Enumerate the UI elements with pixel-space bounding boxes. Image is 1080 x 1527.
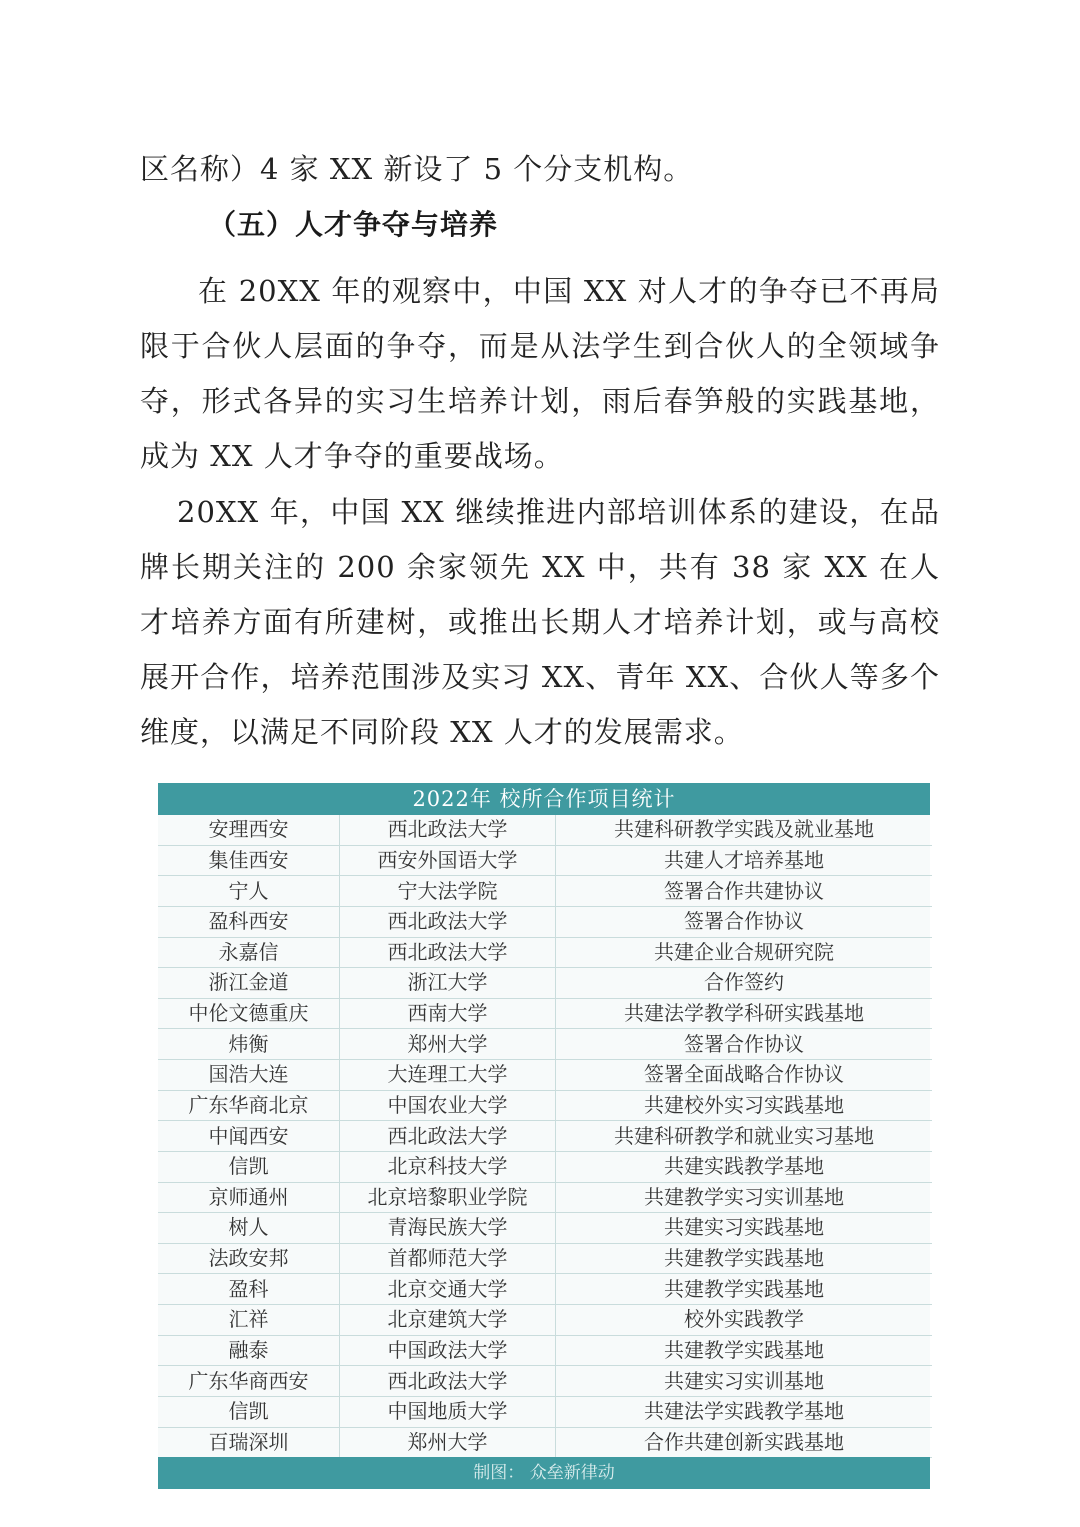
table-row [158,1060,932,1091]
university-cell: 北京培黎职业学院 [340,1182,556,1213]
table-row [158,1151,932,1182]
university-cell: 浙江大学 [340,968,556,999]
university-cell: 北京建筑大学 [340,1305,556,1336]
cooperation-table-figure [158,783,930,1489]
project-cell: 共建教学实践基地 [556,1274,933,1305]
university-cell: 中国地质大学 [340,1396,556,1427]
firm-cell: 百瑞深圳 [158,1427,340,1458]
project-cell: 共建校外实习实践基地 [556,1090,933,1121]
table-row [158,876,932,907]
table-row [158,1182,932,1213]
project-cell: 共建法学实践教学基地 [556,1396,933,1427]
project-cell: 共建企业合规研究院 [556,937,933,968]
project-cell: 合作签约 [556,968,933,999]
project-cell: 共建法学教学科研实践基地 [556,998,933,1029]
paragraph-talent-competition: 在 20XX 年的观察中，中国 XX 对人才的争夺已不再局限于合伙人层面的争夺，而是从法学生到合伙人的全领域争夺，形式各异的实习生培养计划，雨后春笋般的实践基地，成为 XX 人才争夺的重要战场。 [140,274,940,473]
firm-cell: 广东华商西安 [158,1366,340,1397]
project-cell: 签署全面战略合作协议 [556,1060,933,1091]
project-cell: 共建实习实训基地 [556,1366,933,1397]
table-row [158,1243,932,1274]
firm-cell: 树人 [158,1213,340,1244]
project-cell: 签署合作协议 [556,906,933,937]
cooperation-table [158,815,932,1458]
firm-cell: 京师通州 [158,1182,340,1213]
table-row [158,1335,932,1366]
university-cell: 西北政法大学 [340,937,556,968]
university-cell: 中国政法大学 [340,1335,556,1366]
paragraph-training-system: 20XX 年，中国 XX 继续推进内部培训体系的建设，在品牌长期关注的 200 余家领先 XX 中，共有 38 家 XX 在人才培养方面有所建树，或推出长期人才培养计划，或与高校展开合作，培养范围涉及实习 XX、青年 XX、合伙人等多个维度，以满足不同阶段 XX 人才的发展需求。 [140,495,940,749]
firm-cell: 浙江金道 [158,968,340,999]
university-cell: 西北政法大学 [340,1121,556,1152]
project-cell: 共建实习实践基地 [556,1213,933,1244]
university-cell: 西安外国语大学 [340,845,556,876]
project-cell: 共建实践教学基地 [556,1151,933,1182]
university-cell: 北京交通大学 [340,1274,556,1305]
firm-cell: 永嘉信 [158,937,340,968]
table-title: 2022年 校所合作项目统计 [158,783,930,815]
project-cell: 共建科研教学和就业实习基地 [556,1121,933,1152]
table-row [158,1396,932,1427]
university-cell: 中国农业大学 [340,1090,556,1121]
project-cell: 校外实践教学 [556,1305,933,1336]
table-row [158,815,932,845]
firm-cell: 盈科西安 [158,906,340,937]
table-footer-credit: 制图： 众垒新律动 [158,1457,930,1489]
firm-cell: 信凯 [158,1396,340,1427]
firm-cell: 国浩大连 [158,1060,340,1091]
table-row [158,845,932,876]
university-cell: 青海民族大学 [340,1213,556,1244]
project-cell: 共建人才培养基地 [556,845,933,876]
table-body [158,815,932,1458]
university-cell: 西北政法大学 [340,1366,556,1397]
university-cell: 郑州大学 [340,1427,556,1458]
firm-cell: 集佳西安 [158,845,340,876]
project-cell: 签署合作协议 [556,1029,933,1060]
table-row [158,998,932,1029]
university-cell: 大连理工大学 [340,1060,556,1091]
section-heading: （五）人才争夺与培养 [208,208,499,241]
firm-cell: 融泰 [158,1335,340,1366]
table-row [158,1366,932,1397]
project-cell: 共建科研教学实践及就业基地 [556,815,933,845]
table-row [158,1305,932,1336]
table-row [158,1427,932,1458]
project-cell: 合作共建创新实践基地 [556,1427,933,1458]
firm-cell: 汇祥 [158,1305,340,1336]
firm-cell: 安理西安 [158,815,340,845]
firm-cell: 广东华商北京 [158,1090,340,1121]
table-row [158,906,932,937]
firm-cell: 炜衡 [158,1029,340,1060]
project-cell: 共建教学实践基地 [556,1335,933,1366]
table-row [158,1274,932,1305]
firm-cell: 盈科 [158,1274,340,1305]
table-row [158,968,932,999]
project-cell: 共建教学实习实训基地 [556,1182,933,1213]
university-cell: 西北政法大学 [340,815,556,845]
firm-cell: 中闻西安 [158,1121,340,1152]
university-cell: 北京科技大学 [340,1151,556,1182]
table-row [158,937,932,968]
university-cell: 西北政法大学 [340,906,556,937]
table-row [158,1090,932,1121]
firm-cell: 宁人 [158,876,340,907]
table-row [158,1121,932,1152]
university-cell: 首都师范大学 [340,1243,556,1274]
table-row [158,1213,932,1244]
firm-cell: 法政安邦 [158,1243,340,1274]
university-cell: 西南大学 [340,998,556,1029]
project-cell: 签署合作共建协议 [556,876,933,907]
paragraph-branch-count: 区名称）4 家 XX 新设了 5 个分支机构。 [140,152,694,186]
project-cell: 共建教学实践基地 [556,1243,933,1274]
university-cell: 宁大法学院 [340,876,556,907]
table-row [158,1029,932,1060]
firm-cell: 中伦文德重庆 [158,998,340,1029]
firm-cell: 信凯 [158,1151,340,1182]
university-cell: 郑州大学 [340,1029,556,1060]
